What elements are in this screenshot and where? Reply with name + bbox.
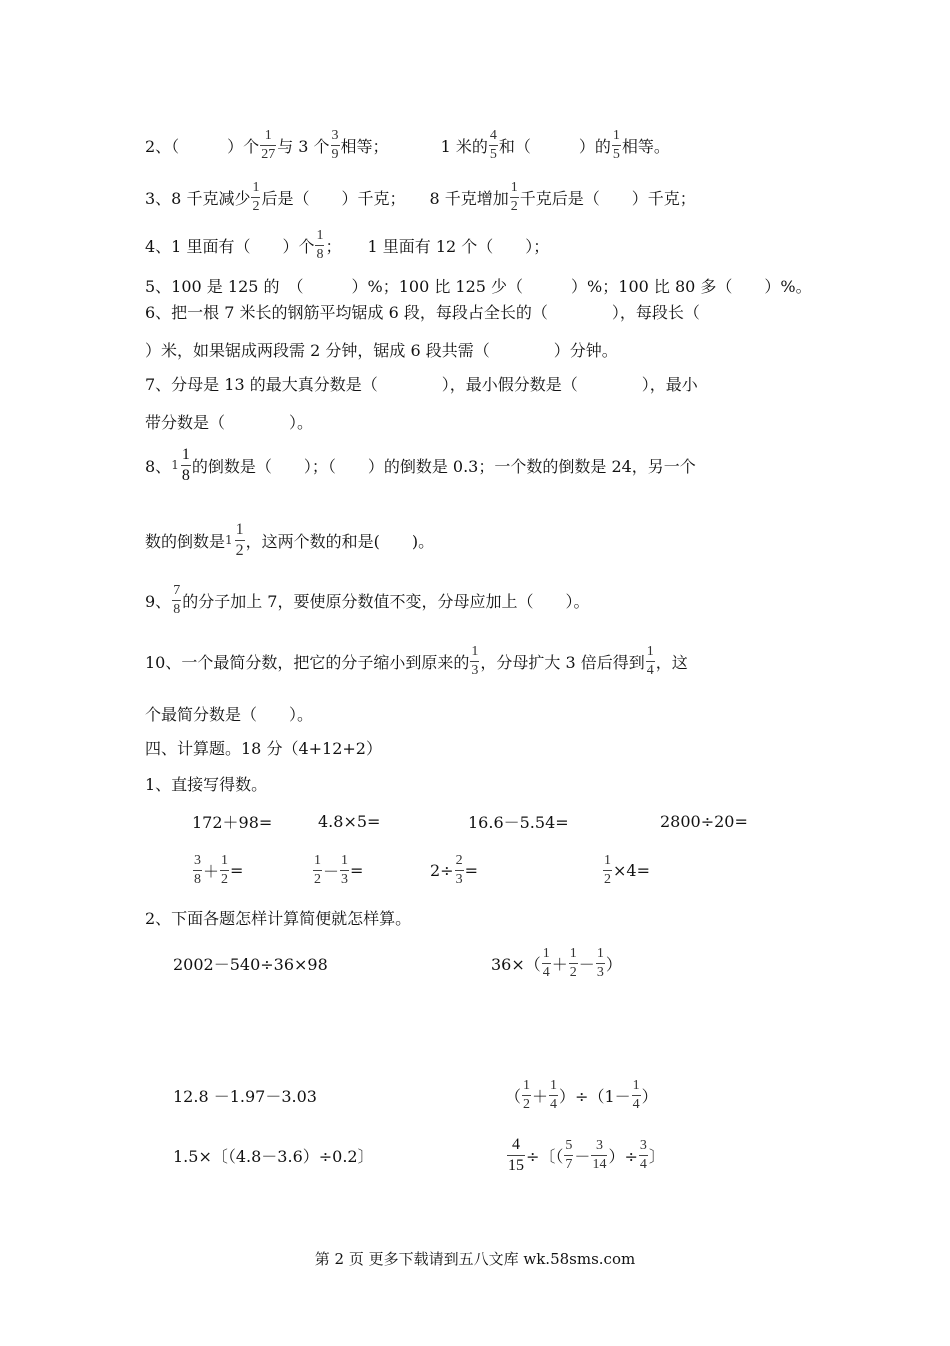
text-segment: 10、一个最简分数，把它的分子缩小到原来的 [145,652,470,672]
denominator: 3 [341,871,349,887]
text-segment: 1、直接写得数。 [145,774,268,794]
text-segment: 相等； [340,136,389,156]
text-segment: ）米，如果锯成两段需 2 分钟，锯成 6 段共需（ ）分钟。 [145,340,618,360]
denominator: 2 [252,198,260,214]
text-segment: 和（ ）的 [498,136,611,156]
fraction [632,1079,641,1112]
numerator: 4 [512,1135,520,1153]
fraction [542,947,551,980]
text-segment: ，这 [655,652,688,672]
fraction [603,854,612,887]
denominator: 3 [455,871,463,887]
numerator: 1 [264,127,272,143]
text-segment: ，分母扩大 3 倍后得到 [480,652,645,672]
fraction-bar [340,870,349,871]
text-segment: 个最简分数是（ ）。 [145,704,314,724]
fraction [315,229,324,262]
fraction [181,447,191,484]
text-segment: 5、100 是 125 的 （ ）%；100 比 125 少（ ）%；100 比 80 多（ ）%。 [145,276,812,296]
denominator: 2 [523,1096,531,1112]
text-segment: 后是（ ）千克； [261,188,406,208]
text-segment: 的倒数是（ ）；（ ）的倒数是 0.3；一个数的倒数是 24，另一个 [191,456,696,476]
numerator: 2 [455,852,463,868]
fraction [489,129,498,162]
fraction [510,181,519,214]
text-segment: 〕 [648,1146,665,1166]
denominator: 2 [314,871,321,887]
text-segment: 8、 [145,456,172,476]
numerator: 1 [542,945,550,961]
fraction-bar [193,870,202,871]
numerator: 1 [596,945,604,961]
denominator: 4 [632,1096,640,1112]
fraction-bar [331,145,340,146]
text-segment: = [350,860,364,880]
fraction-bar [646,661,655,662]
denominator: 4 [646,662,654,678]
text-segment: 带分数是（ ）。 [145,412,314,432]
text-segment: 2800÷20= [660,811,748,831]
denominator: 5 [489,146,497,162]
text-segment: 4、1 里面有（ ）个 [145,236,315,256]
fraction-bar [612,145,621,146]
numerator: 3 [331,127,339,143]
mixed-whole: 1 [225,533,233,547]
question-10-line1 [145,636,688,686]
fraction-bar [489,145,498,146]
fraction [193,854,202,887]
denominator: 8 [181,466,190,484]
text-segment: 2、下面各题怎样计算简便就怎样算。 [145,908,412,928]
numerator: 1 [314,852,321,868]
numerator: 1 [569,945,577,961]
fraction [260,129,276,162]
fraction-bar [564,1155,573,1156]
text-segment: 12.8 －1.97－3.03 [173,1086,317,1106]
denominator: 14 [592,1156,607,1172]
fraction-bar [172,600,181,601]
fraction-bar [596,963,605,964]
text-segment: = [464,860,478,880]
denominator: 2 [510,198,518,214]
fraction-bar [507,1155,525,1156]
denominator: 2 [604,871,611,887]
question-8-line2 [145,515,434,565]
denominator: 3 [596,964,604,980]
numerator: 1 [632,1077,640,1093]
fraction-bar [510,197,519,198]
numerator: 1 [550,1077,558,1093]
fraction-bar [235,540,245,541]
fraction-bar [220,870,229,871]
fraction [313,854,322,887]
fraction [455,854,464,887]
text-segment: 数的倒数是 [145,531,226,551]
fraction-bar [591,1155,607,1156]
text-segment: 3、8 千克减少 [145,188,251,208]
question-8-line1 [145,440,696,490]
fraction [549,1079,558,1112]
text-segment: ）÷ [608,1146,638,1166]
page-footer: 第 2 页 更多下载请到五八文库 wk.58sms.com [314,1250,636,1268]
denominator: 2 [221,871,229,887]
fraction-bar [603,870,612,871]
denominator: 2 [569,964,577,980]
denominator: 9 [331,146,339,162]
denominator: 4 [542,964,550,980]
text-segment: 6、把一根 7 米长的钢筋平均锯成 6 段，每段占全长的（ ），每段长（ [145,302,700,322]
numerator: 4 [489,127,497,143]
mixed-whole: 1 [171,458,179,472]
fraction-bar [549,1095,558,1096]
fraction-bar [251,197,260,198]
denominator: 2 [235,541,244,559]
fraction-bar [522,1095,531,1096]
question-3 [145,172,696,222]
text-segment: ＋ [551,954,568,974]
denominator: 8 [194,871,201,887]
question-9 [145,575,589,625]
numerator: 1 [341,852,349,868]
denominator: 15 [508,1156,524,1174]
numerator: 1 [604,852,611,868]
text-segment: 的分子加上 7，要使原分数值不变，分母应加上（ ）。 [182,591,590,611]
numerator: 1 [252,179,260,195]
text-segment: 8 千克增加 [429,188,509,208]
text-segment: ）÷（1－ [559,1086,631,1106]
text-segment: 1 里面有 12 个（ ）； [367,236,550,256]
numerator: 3 [639,1137,647,1153]
fraction-bar [632,1095,641,1096]
text-segment: ） [605,954,622,974]
fraction [172,584,181,617]
text-segment: ×4= [613,860,650,880]
text-segment: ＋ [532,1086,549,1106]
numerator: 1 [235,520,244,538]
fraction [596,947,605,980]
denominator: 8 [316,246,324,262]
question-7-line2 [145,396,313,446]
text-segment: 千克后是（ ）千克； [519,188,696,208]
text-segment: ； [325,236,342,256]
fraction-bar [569,963,578,964]
fraction [591,1139,607,1172]
numerator: 5 [565,1137,573,1153]
fraction [235,522,245,559]
denominator: 4 [550,1096,558,1112]
numerator: 1 [510,179,518,195]
fraction [251,181,260,214]
text-segment: 相等。 [621,136,670,156]
text-segment: 2002－540÷36×98 [173,954,328,974]
numerator: 1 [316,227,324,243]
numerator: 1 [646,643,654,659]
fraction [220,854,229,887]
fraction-bar [542,963,551,964]
calc-1-row1 [192,796,748,846]
text-segment: ，这两个数的和是( )。 [245,531,435,551]
text-segment: － [323,861,340,881]
question-2 [145,120,670,170]
fraction-bar [315,245,324,246]
denominator: 3 [471,662,479,678]
calc-2-row1 [173,938,622,988]
text-segment: 2÷ [430,860,454,880]
text-segment: 7、分母是 13 的最大真分数是（ ），最小假分数是（ ），最小 [145,374,698,394]
text-segment: ＋ [203,861,220,881]
text-segment: （ [505,1086,522,1106]
fraction-bar [639,1155,648,1156]
fraction [470,645,479,678]
fraction-bar [260,145,276,146]
fraction [340,854,349,887]
text-segment: － [574,1146,591,1166]
numerator: 1 [221,852,229,868]
fraction [331,129,340,162]
calc-1-row2 [192,845,650,895]
text-segment: 与 3 个 [277,136,330,156]
text-segment: = [230,860,244,880]
calc-2-row3 [173,1130,665,1180]
text-segment: 2、（ ）个 [145,136,260,156]
fraction-bar [181,465,191,466]
fraction [569,947,578,980]
text-segment: ÷〔（ [526,1146,564,1166]
numerator: 1 [471,643,479,659]
text-segment: ） [641,1086,658,1106]
fraction-bar [313,870,322,871]
fraction [612,129,621,162]
denominator: 4 [639,1156,647,1172]
fraction [639,1139,648,1172]
numerator: 3 [595,1137,603,1153]
text-segment: 172＋98= [192,812,273,832]
text-segment: 36×（ [491,954,541,974]
text-segment: 1.5×〔（4.8－3.6）÷0.2〕 [173,1146,374,1166]
denominator: 27 [261,146,276,162]
numerator: 3 [194,852,201,868]
text-segment: － [578,954,595,974]
text-segment: 4.8×5= [318,811,381,831]
text-segment: 16.6－5.54= [468,812,569,832]
text-segment: 四、计算题。18 分（4+12+2） [145,738,382,758]
denominator: 7 [565,1156,573,1172]
text-segment: 1 米的 [440,136,488,156]
numerator: 1 [612,127,620,143]
text-segment: 9、 [145,591,172,611]
fraction-bar [470,661,479,662]
numerator: 1 [523,1077,531,1093]
numerator: 7 [173,582,181,598]
denominator: 8 [173,601,181,617]
fraction [564,1139,573,1172]
fraction [522,1079,531,1112]
fraction [646,645,655,678]
denominator: 5 [612,146,620,162]
fraction-bar [455,870,464,871]
fraction [507,1137,525,1174]
calc-2-title [145,892,411,942]
calc-2-row2 [173,1070,658,1120]
numerator: 1 [181,445,190,463]
